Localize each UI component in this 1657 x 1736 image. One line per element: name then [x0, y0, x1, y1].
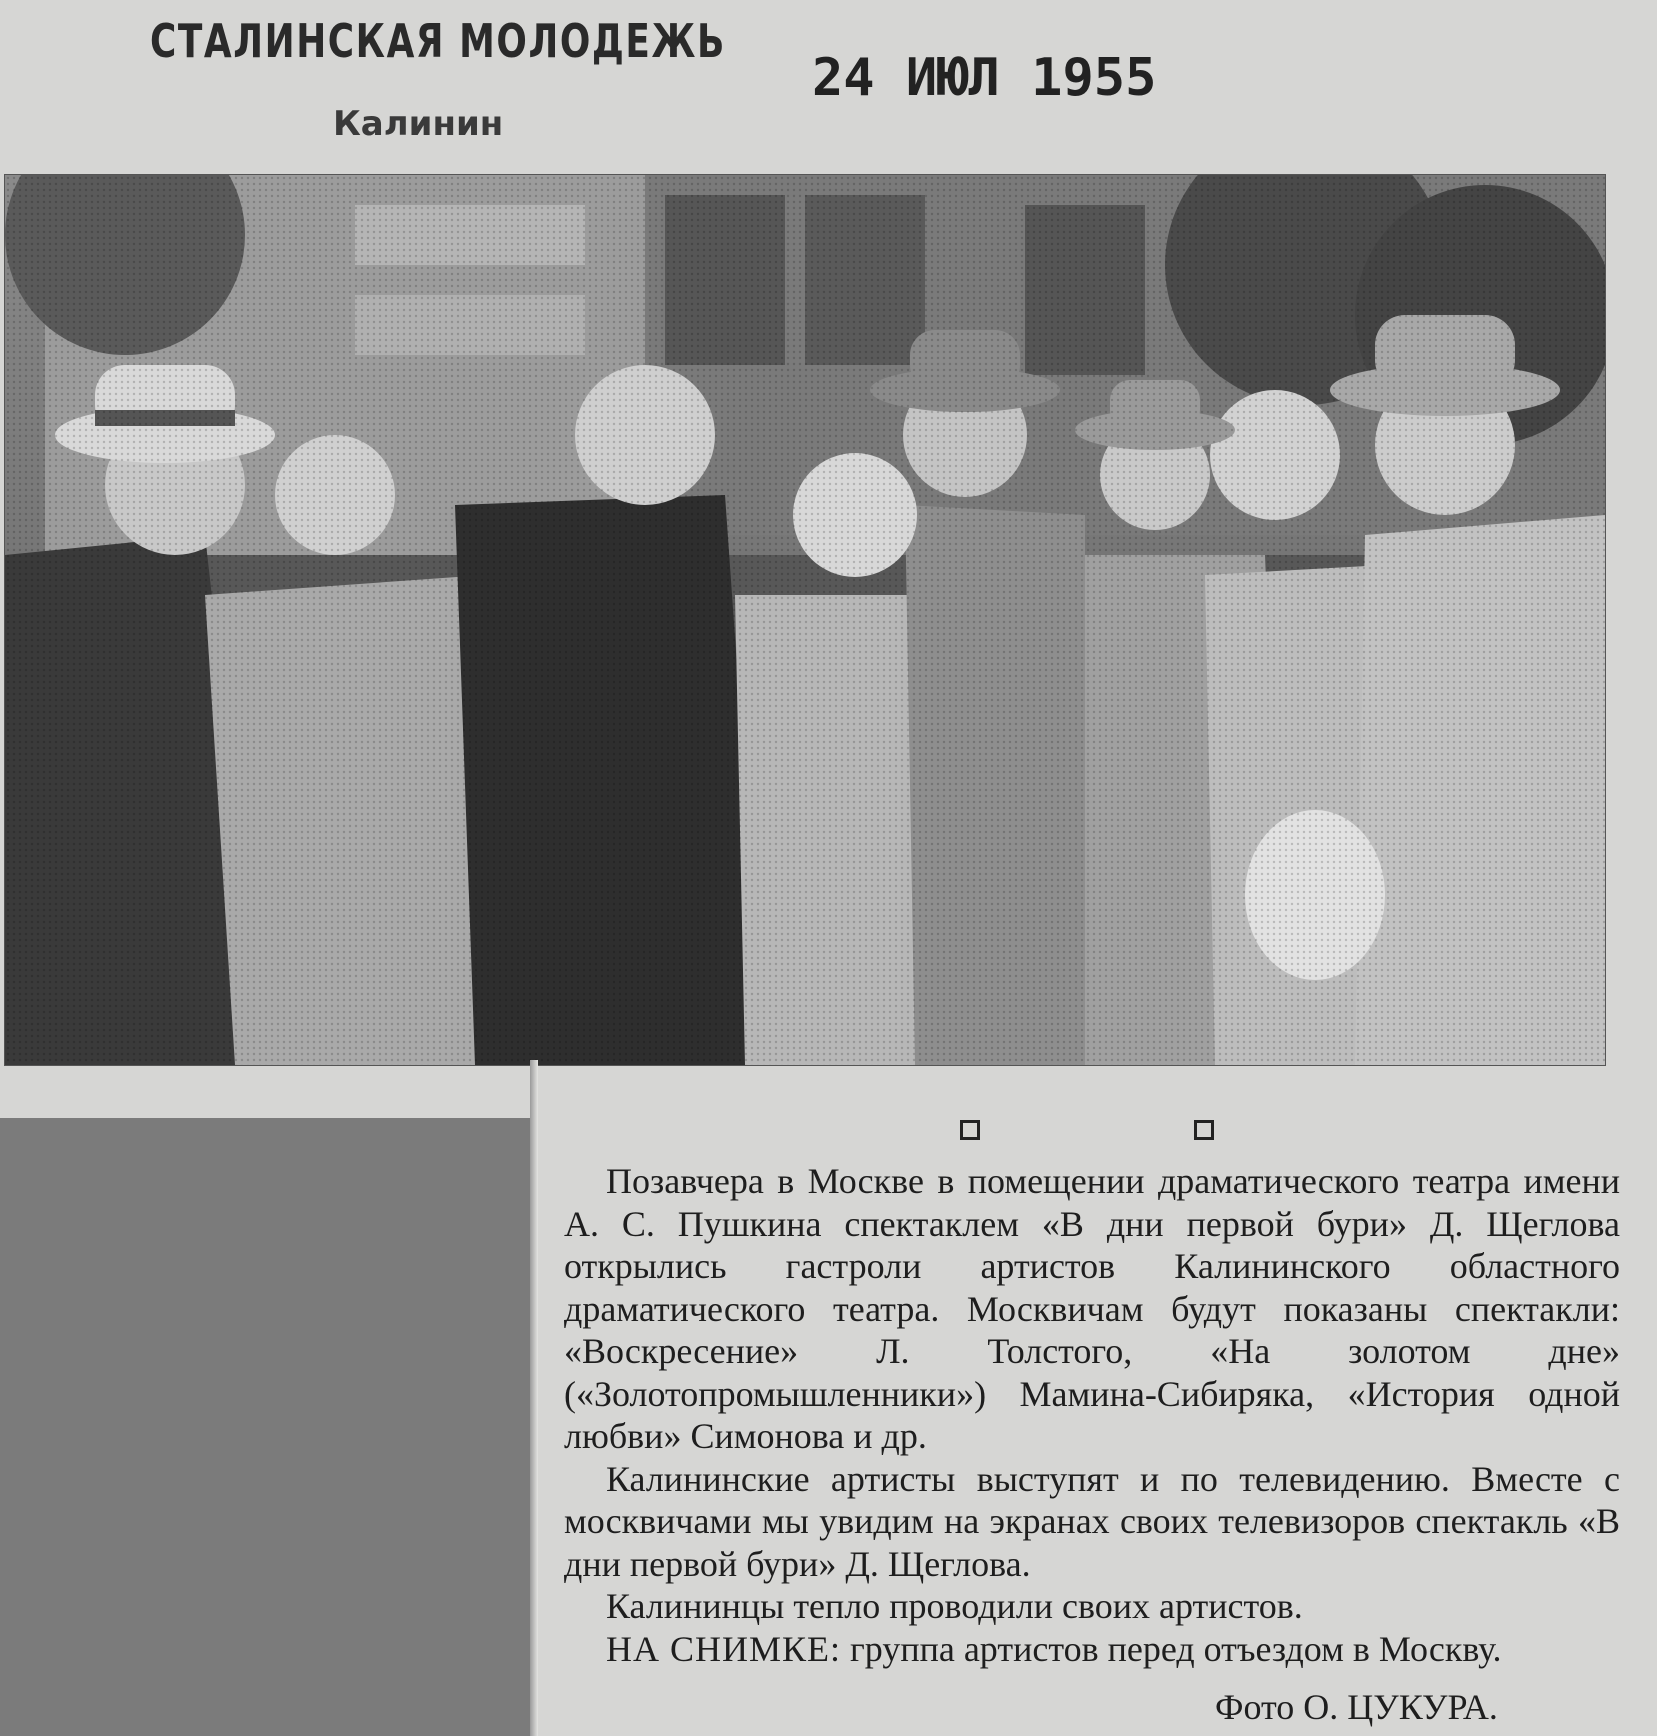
section-divider [960, 1120, 1214, 1140]
article-paragraph: Калининцы тепло проводили своих артистов. [606, 1586, 1303, 1626]
caption-label: НА СНИМКЕ: [606, 1628, 842, 1669]
group-photograph [4, 174, 1606, 1066]
city-stamp: Калинин [333, 104, 504, 144]
clipping-edge [530, 1060, 538, 1736]
divider-square-icon [960, 1120, 980, 1140]
grey-backing-paper [0, 1118, 530, 1736]
group-photograph-drawing [5, 175, 1605, 1065]
article-paragraph: Калининские артисты выступят и по телевидению. Вместе с москвичами мы увидим на экранах своих телевизоров спектакль «В дни первой бури» Д. Щеглова. [564, 1458, 1620, 1584]
photo-caption [564, 1628, 1620, 1671]
photo-credit: Фото О. ЦУКУРА. [1215, 1687, 1498, 1727]
article-body [564, 1160, 1620, 1670]
divider-square-icon [1194, 1120, 1214, 1140]
newspaper-title-stamp: СТАЛИНСКАЯ МОЛОДЕЖЬ [150, 14, 726, 68]
article-paragraph: Позавчера в Москве в помещении драматического театра имени А. С. Пушкина спектаклем «В дни первой бури» Д. Щеглова открылись гастроли артистов Калининского областного драматического театра. Москвичам будут показаны спектакли: «Воскресение» Л. Толстого, «На золотом дне» («Золотопромышленники») Мамина-Сибиряка, «История одной любви» Симонова и др. [564, 1161, 1620, 1456]
date-stamp: 24 ИЮЛ 1955 [812, 48, 1157, 108]
caption-text: группа артистов перед отъездом в Москву. [850, 1628, 1502, 1669]
